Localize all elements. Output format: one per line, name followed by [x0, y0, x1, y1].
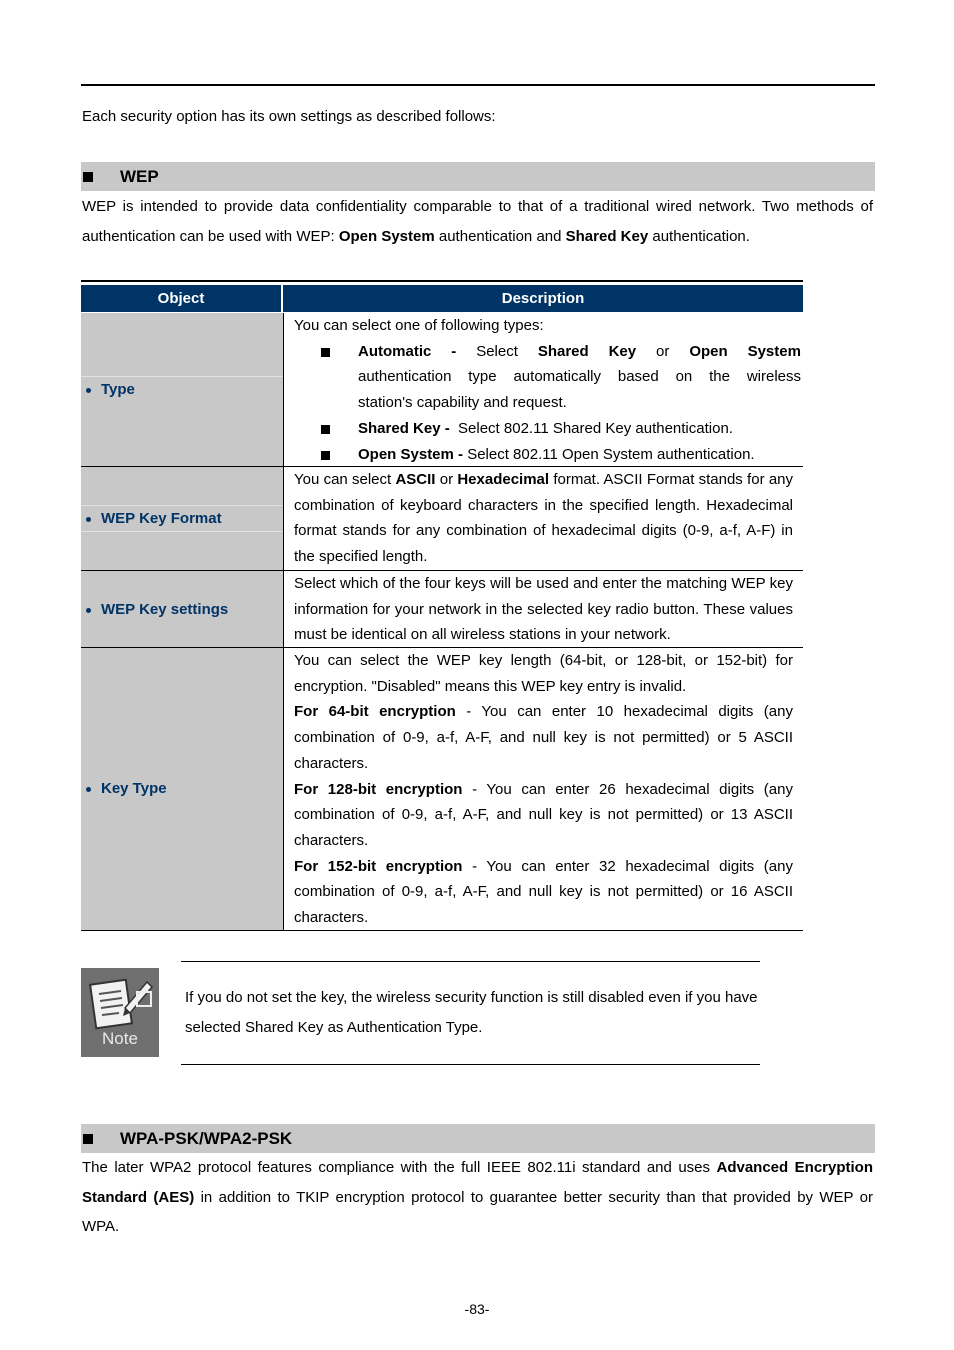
wep-para-open-system: Open System [338, 227, 435, 245]
key-type-152: For 152-bit encryption - You can enter 32 hexadecimal digits (any combination of 0-9, a-f, A-F, and null key is not permitted) or 16 ASCII characters. [294, 857, 793, 927]
note-text: If you do not set the key, the wireless security function is still disabled even if you have selected Shared Key as Authentication Type. [185, 989, 758, 1036]
object-cell-type: Type [81, 313, 283, 466]
note-icon-label: Note [102, 1029, 138, 1048]
description-wep-key-settings: Select which of the four keys will be used and enter the matching WEP key information for your network in the selected key radio button. These values must be identical on all wireless stations in your network. [294, 575, 793, 644]
type-option-open-system: Open System - Select 802.11 Open System authentication. [294, 442, 801, 468]
bullet-dot-icon [86, 517, 91, 522]
note-icon [81, 968, 159, 1057]
wep-para-text-e: authentication. [648, 227, 750, 245]
type-automatic-cont: authentication type automatically based on the wireless [358, 368, 801, 386]
bullet-dot-icon [86, 388, 91, 393]
square-bullet-icon [321, 451, 330, 460]
wpa-heading: WPA-PSK/WPA2-PSK [120, 1129, 293, 1148]
wep-paragraph [82, 192, 873, 251]
square-bullet-icon [83, 172, 93, 182]
bullet-dot-icon [86, 608, 91, 613]
key-type-intro: You can select the WEP key length (64-bit, or 128-bit, or 152-bit) for encryption. "Disabled" means this WEP key entry is invalid. [294, 652, 793, 695]
square-bullet-icon [321, 425, 330, 434]
type-intro: You can select one of following types: [294, 317, 544, 334]
note-bottom-rule [181, 1064, 760, 1065]
wep-para-text-a: WEP is intended to provide data confidentiality comparable to that of a traditional wired network. Two methods of authentication can be used with WEP: [82, 198, 873, 245]
description-wep-key-format: You can select ASCII or Hexadecimal format. ASCII Format stands for any combination of keyboard characters in the specified length. Hexadecimal format stands for any combination of hexadecimal digits (0-9, a-f, A-F) in the specified length. [294, 471, 794, 566]
square-bullet-icon [321, 348, 330, 357]
wpa-paragraph: The later WPA2 protocol features compliance with the full IEEE 802.11i standard and uses Advanced Encryption Standard (AES) in addition to TKIP encryption protocol to guarantee better security than that provided by WEP or WPA. [82, 1159, 873, 1235]
key-type-64: For 64-bit encryption - You can enter 10 hexadecimal digits (any combination of 0-9, a-f, A-F, and null key is not permitted) or 5 ASCII characters. [294, 703, 793, 772]
key-type-128: For 128-bit encryption - You can enter 26 hexadecimal digits (any combination of 0-9, a-f, A-F, and null key is not permitted) or 13 ASCII characters. [294, 780, 793, 849]
bullet-dot-icon [86, 787, 91, 792]
page-number: -83- [464, 1301, 490, 1317]
header-rule [81, 84, 875, 86]
object-cell-wep-key-settings: WEP Key settings [81, 571, 283, 647]
wep-para-shared-key: Shared Key [565, 227, 649, 245]
description-type [294, 313, 801, 467]
wep-para-text-c: authentication and [434, 227, 566, 245]
table-header-object: Object [81, 285, 281, 312]
wep-heading-bar [81, 162, 875, 191]
intro-text: Each security option has its own settings as described follows: [82, 108, 496, 125]
note-top-rule [181, 961, 760, 962]
square-bullet-icon [83, 1134, 93, 1144]
table-header-description: Description [283, 285, 803, 312]
type-option-shared-key: Shared Key - Select 802.11 Shared Key authentication. [294, 416, 801, 442]
type-automatic-cont-2: station's capability and request. [358, 394, 567, 412]
object-cell-key-type: Key Type [81, 648, 283, 930]
wpa-heading-bar [81, 1124, 875, 1153]
type-option-automatic: Automatic - Select Shared Key or Open System [294, 339, 801, 365]
table-top-rule [81, 280, 803, 282]
wep-heading: WEP [120, 167, 159, 186]
description-key-type [294, 648, 793, 931]
table-column-divider [283, 313, 284, 931]
object-cell-wep-key-format: WEP Key Format [81, 467, 283, 570]
